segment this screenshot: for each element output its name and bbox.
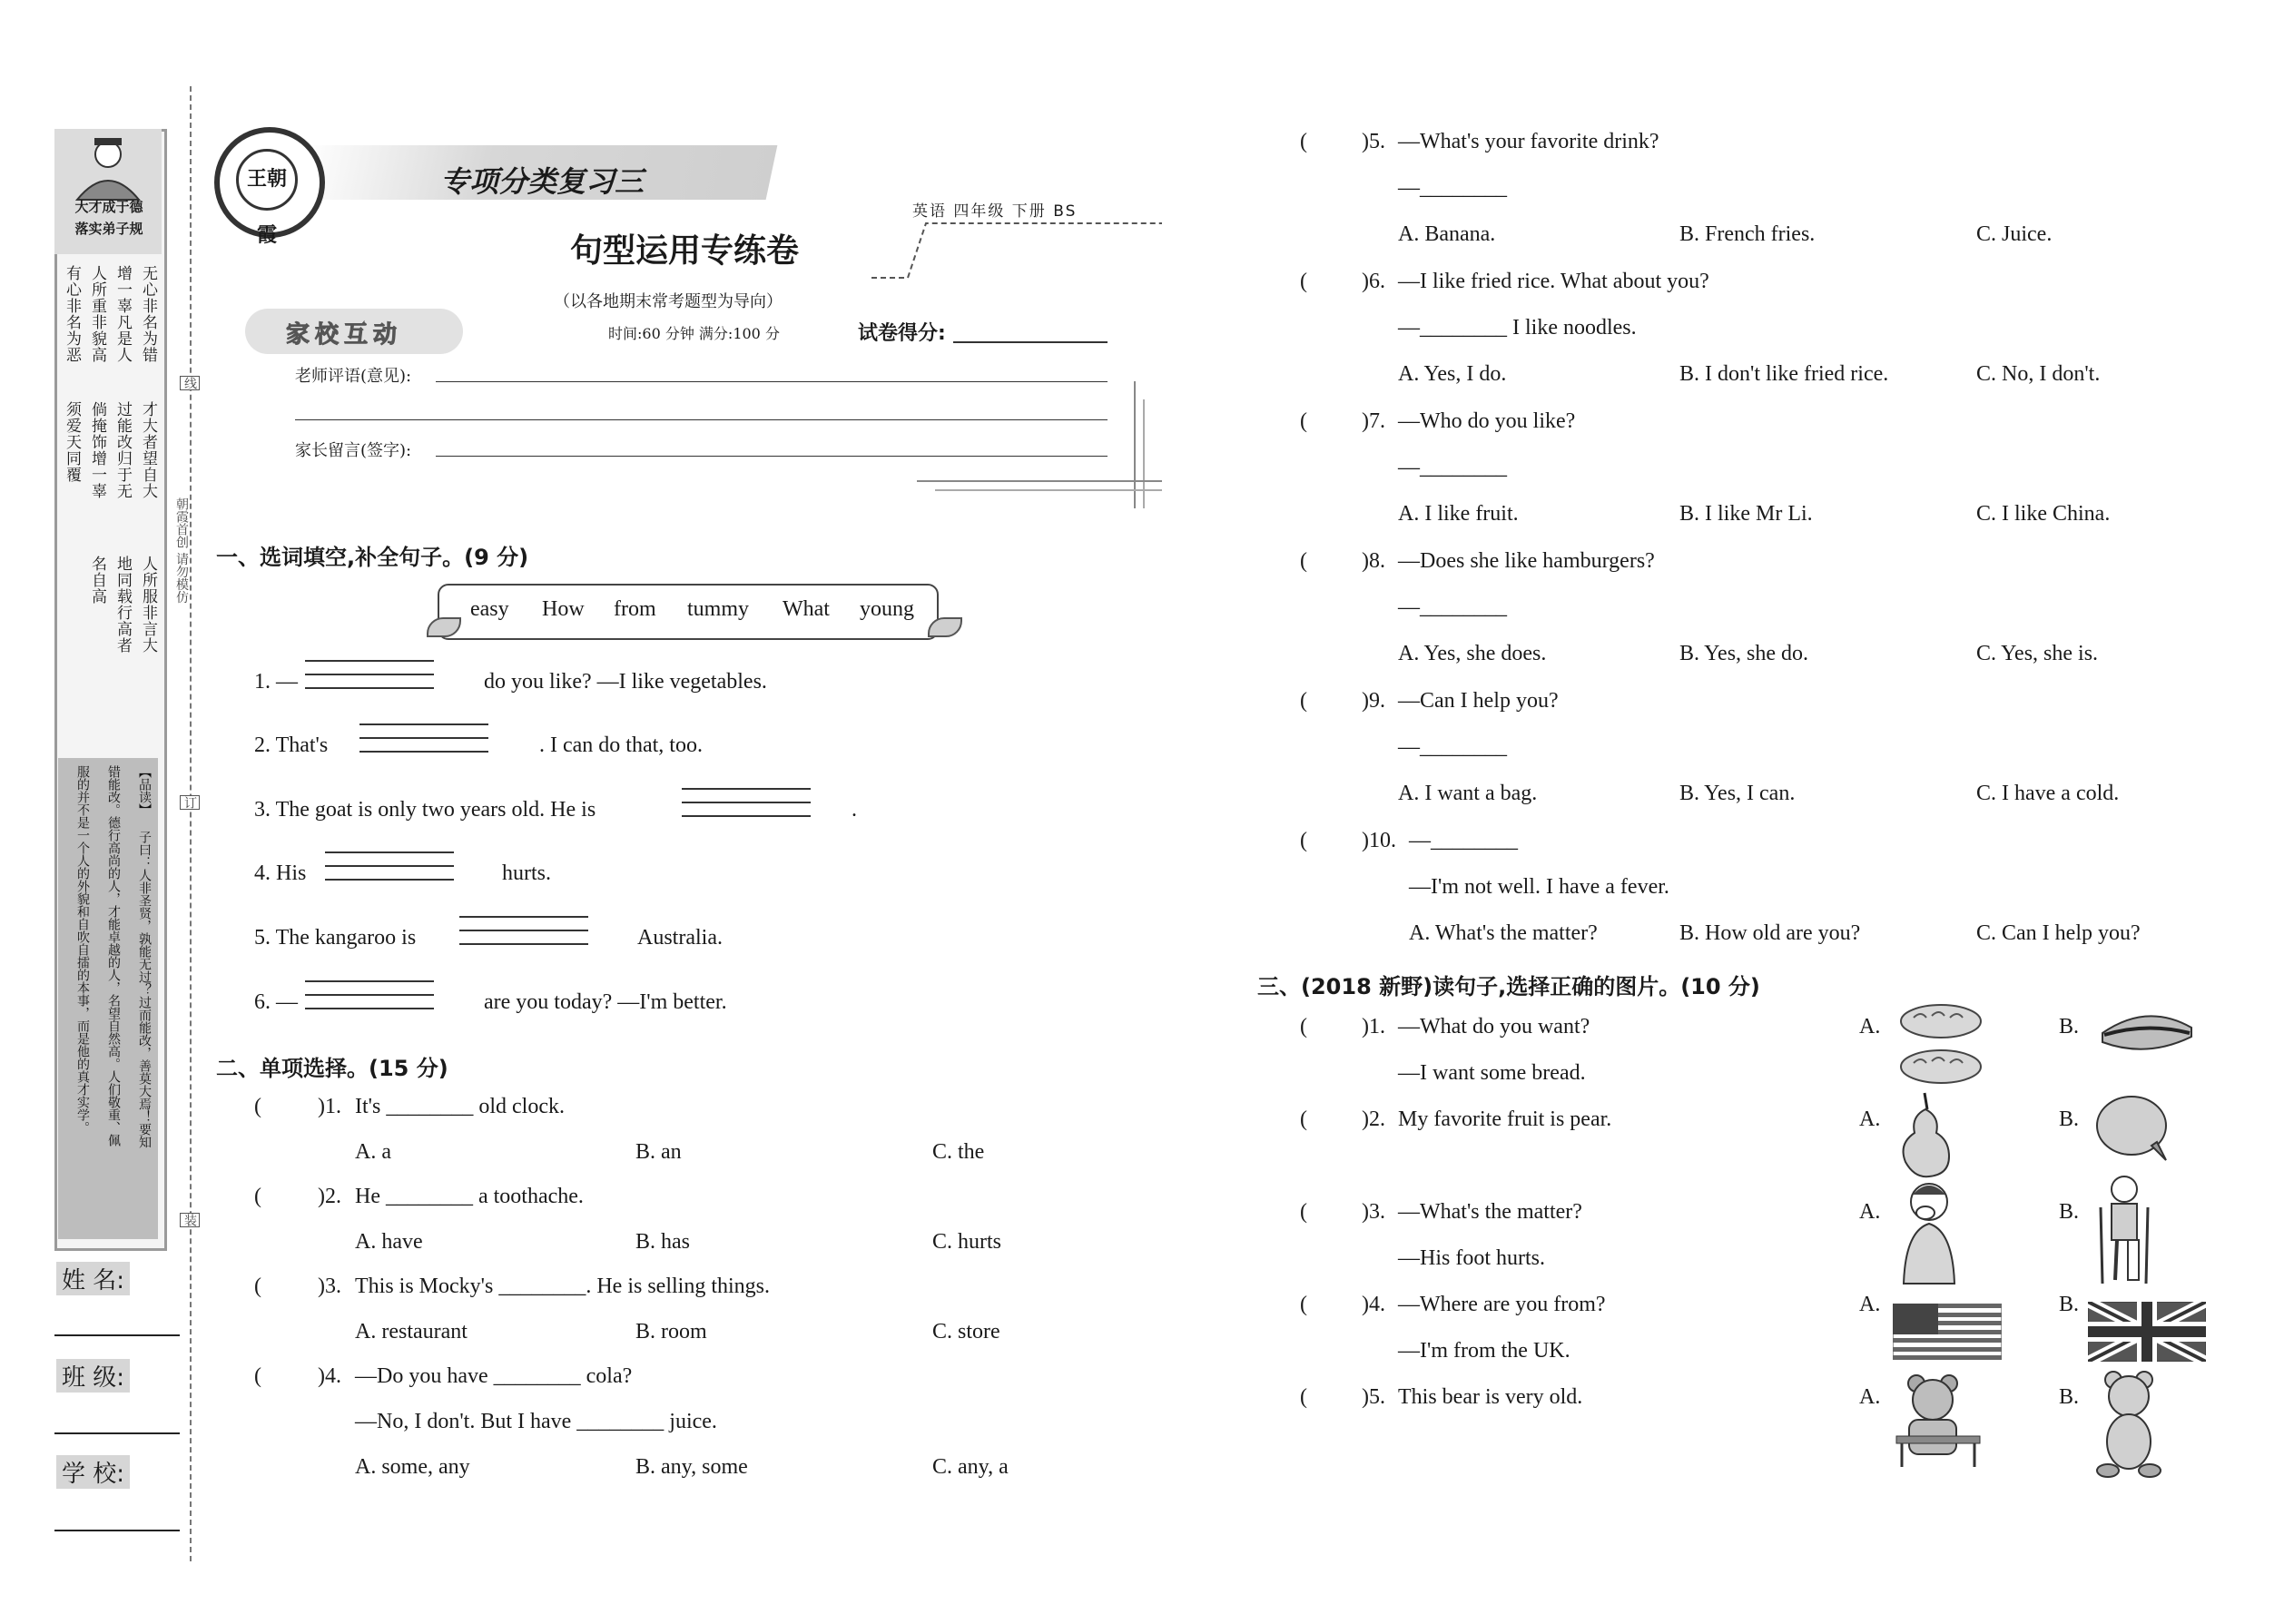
old-bear-icon[interactable] [1893, 1373, 1984, 1468]
answer-paren[interactable]: ( [254, 1364, 261, 1388]
motto-col: 地同载行高者 [113, 556, 132, 654]
option-b[interactable]: B. any, some [635, 1455, 748, 1479]
class-field[interactable] [54, 1432, 180, 1434]
answer-paren[interactable]: ( [254, 1185, 261, 1208]
motto-col: 过能改归于无 [113, 401, 132, 499]
boy-crutches-icon[interactable] [2088, 1171, 2161, 1289]
question-number: )7. [1362, 409, 1385, 433]
motto-col: 才大者望自大 [139, 401, 157, 499]
question-number: )3. [318, 1275, 341, 1298]
option-a[interactable]: A. some, any [355, 1455, 470, 1479]
question-text: —Can I help you? [1398, 689, 1559, 713]
fill-item-prefix: 4. His [254, 861, 307, 885]
score-label: 试卷得分: [858, 322, 946, 345]
side-note: 朝霞首创 请勿模仿 [174, 497, 189, 604]
motto-col: 人所服非言大 [139, 556, 157, 654]
question-number: )3. [1362, 1200, 1385, 1224]
motto-line-2: 落实弟子规 [74, 221, 143, 237]
option-c[interactable]: C. any, a [932, 1455, 1009, 1479]
option-c[interactable]: C. Juice. [1976, 222, 2053, 246]
home-school-label: 家校互动 [286, 321, 403, 349]
sandwich-icon[interactable] [2097, 1006, 2197, 1060]
option-b-label[interactable]: B. [2059, 1107, 2080, 1131]
motto-columns [60, 265, 158, 746]
question-text: —What do you want? [1398, 1015, 1590, 1038]
fill-item-prefix: 2. That's [254, 733, 329, 757]
motto-line-1: 大才成于德 [74, 199, 143, 215]
question-text: —________ [1409, 829, 1518, 852]
parent-comment-label: 家长留言(签字): [295, 441, 412, 460]
motto-col: 无心非名为错 [139, 265, 157, 363]
page-title: 句型运用专练卷 [570, 232, 800, 270]
answer-paren[interactable]: ( [1300, 689, 1307, 713]
answer-paren[interactable]: ( [1300, 1293, 1307, 1316]
answer-paren[interactable]: ( [254, 1095, 261, 1118]
option-b-label[interactable]: B. [2059, 1385, 2080, 1409]
question-text: —Do you have ________ cola? [355, 1364, 633, 1388]
bread-icon[interactable] [1895, 1001, 1986, 1088]
word-bank-item: easy [470, 597, 509, 621]
reading-col: 服的并不是一个人的外貌和自吹自擂的本事，而是他的真才实学。 [75, 765, 90, 1134]
young-bear-icon[interactable] [2088, 1369, 2170, 1478]
option-b[interactable]: B. I like Mr Li. [1679, 502, 1813, 526]
option-c[interactable]: C. store [932, 1320, 1000, 1343]
question-number: )2. [318, 1185, 341, 1208]
option-c[interactable]: C. the [932, 1140, 985, 1164]
question-number: )1. [1362, 1015, 1385, 1038]
option-a[interactable]: A. I want a bag. [1398, 782, 1538, 805]
school-label: 学 校: [56, 1455, 130, 1489]
question-text: —I like fried rice. What about you? [1398, 270, 1709, 293]
usa-flag-icon[interactable] [1893, 1304, 2002, 1360]
brand-logo [214, 127, 325, 247]
question-text: —His foot hurts. [1398, 1246, 1545, 1270]
answer-paren[interactable]: ( [1300, 1200, 1307, 1224]
question-number: )1. [318, 1095, 341, 1118]
option-b-label[interactable]: B. [2059, 1293, 2080, 1316]
option-a[interactable]: A. Yes, she does. [1398, 642, 1547, 665]
reading-col: 子曰：人非圣贤，孰能无过？过而能改，善莫大焉！要知 [137, 831, 152, 1148]
cut-mark: 线 [180, 376, 200, 390]
option-a[interactable]: A. What's the matter? [1409, 921, 1598, 945]
answer-paren[interactable]: ( [1300, 130, 1307, 153]
teacher-comment-label: 老师评语(意见): [295, 367, 412, 386]
word-bank-item: tummy [687, 597, 750, 621]
question-text: —Where are you from? [1398, 1293, 1606, 1316]
reading-box [58, 758, 158, 1239]
answer-paren[interactable]: ( [254, 1275, 261, 1298]
exam-meta: 时间:60 分钟 满分:100 分 [608, 325, 780, 342]
question-number: )6. [1362, 270, 1385, 293]
motto-col: 增一辜凡是人 [113, 265, 132, 363]
option-c[interactable]: C. I like China. [1976, 502, 2111, 526]
page-subtitle: （以各地期末常考题型为导向） [554, 292, 783, 311]
option-a[interactable]: A. Yes, I do. [1398, 362, 1507, 386]
part1-heading: 一、选词填空,补全句子。(9 分) [216, 545, 529, 570]
question-text: —________ [1398, 595, 1507, 619]
question-text: —________ [1398, 176, 1507, 200]
uk-flag-icon[interactable] [2088, 1302, 2206, 1362]
option-c[interactable]: C. I have a cold. [1976, 782, 2120, 805]
word-bank-item: young [860, 597, 914, 621]
answer-paren[interactable]: ( [1300, 829, 1307, 852]
question-text: —No, I don't. But I have ________ juice. [355, 1410, 717, 1433]
answer-paren[interactable]: ( [1300, 270, 1307, 293]
answer-paren[interactable]: ( [1300, 1385, 1307, 1409]
option-b[interactable]: B. French fries. [1679, 222, 1816, 246]
motto-col: 名自高 [88, 556, 106, 605]
fill-item-prefix: 1. — [254, 670, 298, 694]
cut-line [190, 86, 192, 1561]
fill-item-suffix: . [852, 798, 857, 822]
series-title: 专项分类复习三 [440, 164, 645, 199]
leaf-icon [928, 617, 962, 637]
answer-paren[interactable]: ( [1300, 549, 1307, 573]
option-a[interactable]: A. restaurant [355, 1320, 468, 1343]
option-b[interactable]: B. room [635, 1320, 707, 1343]
reading-col: 错能改。德行高尚的人，才能卓越的人，名望自然高。人们敬重、佩 [106, 765, 121, 1147]
fill-blank[interactable] [325, 840, 454, 880]
school-field[interactable] [54, 1530, 180, 1531]
option-a-label[interactable]: A. [1859, 1385, 1881, 1409]
name-label: 姓 名: [56, 1262, 130, 1295]
option-a[interactable]: A. have [355, 1230, 423, 1254]
question-text: —________ I like noodles. [1398, 316, 1637, 340]
option-c[interactable]: C. hurts [932, 1230, 1002, 1254]
option-a-label[interactable]: A. [1859, 1107, 1881, 1131]
answer-paren[interactable]: ( [1300, 409, 1307, 433]
scholar-figure-icon [54, 129, 162, 202]
score-field[interactable] [953, 341, 1108, 343]
fill-blank[interactable] [682, 776, 811, 816]
question-text: —________ [1398, 735, 1507, 759]
decor-corner-lines-icon [917, 381, 1162, 508]
class-label: 班 级: [56, 1359, 130, 1393]
option-a[interactable]: A. a [355, 1140, 391, 1164]
part3-heading: 三、(2018 新野)读句子,选择正确的图片。(10 分) [1257, 974, 1760, 999]
fill-blank[interactable] [459, 904, 588, 944]
question-number: )4. [1362, 1293, 1385, 1316]
fill-item-prefix: 6. — [254, 990, 298, 1014]
part2-heading: 二、单项选择。(15 分) [216, 1056, 448, 1081]
option-b[interactable]: B. has [635, 1230, 690, 1254]
motto-col: 倘掩饰增一辜 [88, 401, 106, 499]
pear-icon[interactable] [1893, 1089, 1956, 1180]
option-c[interactable]: C. Yes, she is. [1976, 642, 2099, 665]
question-text: —________ [1398, 456, 1507, 479]
motto-col: 有心非名为恶 [63, 265, 81, 363]
question-number: )4. [318, 1364, 341, 1388]
lemon-icon[interactable] [2093, 1091, 2175, 1164]
question-text: This bear is very old. [1398, 1385, 1583, 1409]
question-number: )2. [1362, 1107, 1385, 1131]
word-bank-item: How [542, 597, 585, 621]
option-b[interactable]: B. Yes, I can. [1679, 782, 1796, 805]
question-text: —What's the matter? [1398, 1200, 1582, 1224]
option-c[interactable]: C. Can I help you? [1976, 921, 2141, 945]
word-bank-item: from [614, 597, 656, 621]
question-text: —What's your favorite drink? [1398, 130, 1659, 153]
fill-blank[interactable] [305, 969, 434, 1009]
option-b[interactable]: B. How old are you? [1679, 921, 1861, 945]
motto-col: 须爱天同覆 [63, 401, 81, 483]
option-b[interactable]: B. an [635, 1140, 682, 1164]
fill-item-suffix: Australia. [637, 926, 723, 950]
option-a-label[interactable]: A. [1859, 1293, 1881, 1316]
question-number: )9. [1362, 689, 1385, 713]
fill-item-suffix: hurts. [502, 861, 551, 885]
question-number: )10. [1362, 829, 1396, 852]
option-b[interactable]: B. Yes, she do. [1679, 642, 1809, 665]
cut-mark: 订 [180, 795, 200, 810]
question-text: —Does she like hamburgers? [1398, 549, 1655, 573]
sick-boy-icon[interactable] [1893, 1176, 1965, 1285]
option-b-label[interactable]: B. [2059, 1200, 2080, 1224]
question-text: It's ________ old clock. [355, 1095, 565, 1118]
question-text: He ________ a toothache. [355, 1185, 584, 1208]
question-number: )5. [1362, 1385, 1385, 1409]
option-a-label[interactable]: A. [1859, 1200, 1881, 1224]
question-text: —I want some bread. [1398, 1061, 1586, 1085]
decor-dashes-icon [871, 214, 1171, 287]
fill-item-suffix: are you today? —I'm better. [484, 990, 727, 1014]
fill-item-prefix: 5. The kangaroo is [254, 926, 417, 950]
option-a[interactable]: A. Banana. [1398, 222, 1496, 246]
word-bank-item: What [783, 597, 830, 621]
question-text: This is Mocky's ________. He is selling things. [355, 1275, 770, 1298]
fill-item-suffix: . I can do that, too. [539, 733, 703, 757]
option-b[interactable]: B. I don't like fried rice. [1679, 362, 1889, 386]
question-text: —Who do you like? [1398, 409, 1576, 433]
option-a-label[interactable]: A. [1859, 1015, 1881, 1038]
name-field[interactable] [54, 1334, 180, 1336]
option-a[interactable]: A. I like fruit. [1398, 502, 1519, 526]
question-text: —I'm not well. I have a fever. [1409, 875, 1669, 899]
question-number: )5. [1362, 130, 1385, 153]
motto-col: 人所重非貌高 [88, 265, 106, 363]
logo-text: 王朝霞 [236, 149, 298, 211]
reading-title: 【品读】 [137, 765, 152, 816]
question-text: My favorite fruit is pear. [1398, 1107, 1612, 1131]
fill-item-prefix: 3. The goat is only two years old. He is [254, 798, 596, 822]
question-text: —I'm from the UK. [1398, 1339, 1570, 1363]
question-number: )8. [1362, 549, 1385, 573]
cut-mark: 装 [180, 1213, 200, 1227]
option-b-label[interactable]: B. [2059, 1015, 2080, 1038]
fill-blank[interactable] [359, 712, 488, 752]
answer-paren[interactable]: ( [1300, 1015, 1307, 1038]
fill-blank[interactable] [305, 648, 434, 688]
grade-tag: 英语 四年级 下册 BS [912, 202, 1078, 221]
answer-paren[interactable]: ( [1300, 1107, 1307, 1131]
option-c[interactable]: C. No, I don't. [1976, 362, 2101, 386]
fill-item-suffix: do you like? —I like vegetables. [484, 670, 767, 694]
